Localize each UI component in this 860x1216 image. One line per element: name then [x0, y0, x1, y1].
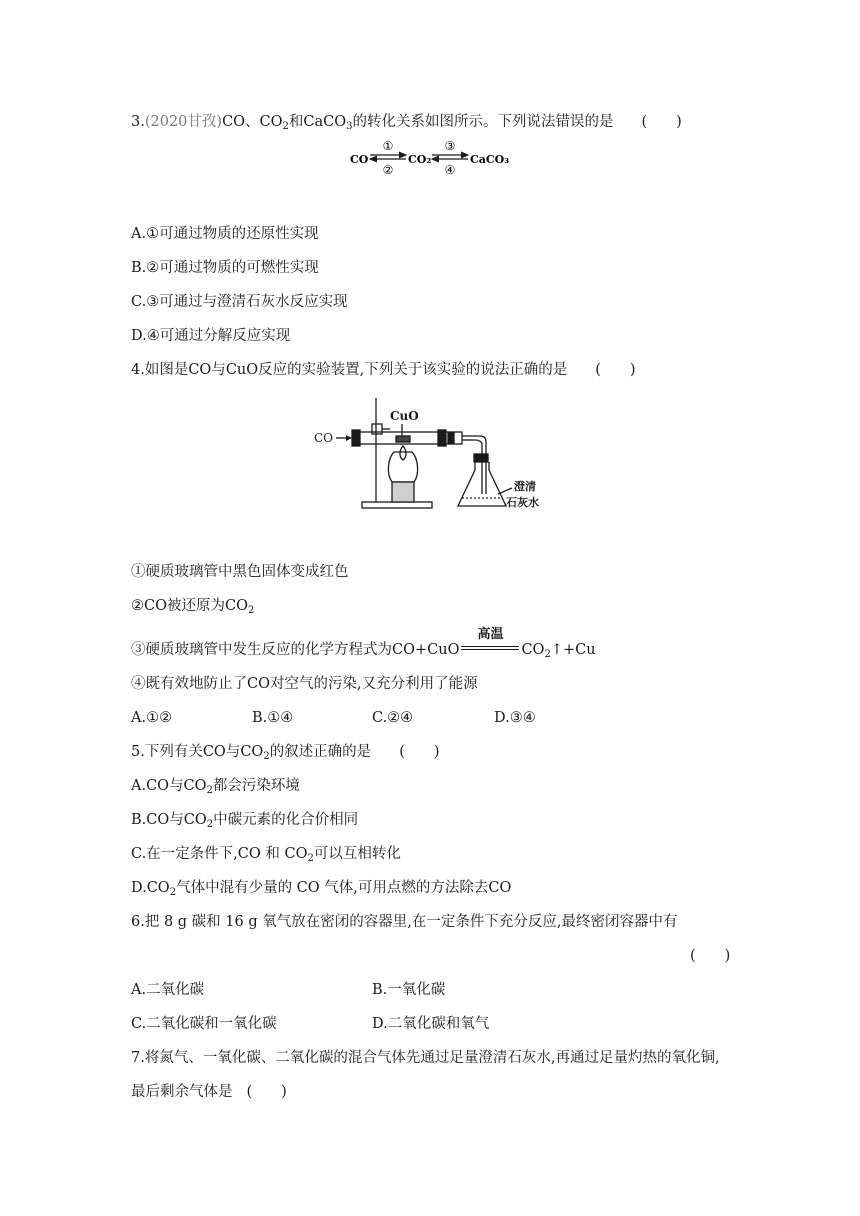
answer-paren: ( ): [690, 948, 731, 964]
q3-number: 3.: [131, 114, 145, 130]
apparatus-co-label: CO: [314, 431, 334, 445]
q6-option-b: B.一氧化碳: [372, 982, 446, 998]
flask-stopper: [474, 454, 488, 462]
q5-option-c: C.在一定条件下,CO 和 $CO_2$可以互相转化: [131, 846, 401, 864]
q4-option-d: D.③④: [494, 710, 536, 726]
mark-1: ①: [382, 139, 394, 153]
limewater-label-1: 澄清: [514, 480, 536, 493]
mark-4: ④: [444, 163, 456, 177]
q7-stem-line-2: 最后剩余气体是 ( ): [131, 1084, 287, 1100]
q5-option-a: A.CO与$CO_2$都会污染环境: [131, 778, 300, 796]
diagram-co2: CO₂: [408, 153, 432, 166]
q7-stem-line-1: 7.将氮气、一氧化碳、二氧化碳的混合气体先通过足量澄清石灰水,再通过足量灼热的氧化铜,: [131, 1050, 720, 1066]
lamp-block: [392, 482, 414, 502]
q4-stem: 4.如图是CO与CuO反应的实验装置,下列关于该实验的说法正确的是 ( ): [131, 362, 636, 378]
reaction-condition: 高温: [459, 640, 521, 660]
q4-statement-2: ②CO被还原为$CO_2$: [131, 598, 255, 616]
diagram-co: CO: [350, 153, 369, 166]
answer-paren: ( ): [246, 1084, 287, 1100]
q6-option-d: D.二氧化碳和氧气: [372, 1016, 490, 1032]
q3-stem: 3.(2020甘孜)CO、$CO_2$和CaCO$_3$的转化关系如图所示。下列说法错误的是 ( ): [131, 114, 682, 132]
q4-statement-3: ③硬质玻璃管中发生反应的化学方程式为CO+CuO 高温 $CO_2↑+Cu$: [131, 627, 596, 660]
q5-stem: 5.下列有关CO与$CO_2$的叙述正确的是 ( ): [131, 744, 440, 762]
stopper-left: [352, 430, 360, 446]
co-co2-caco3-diagram: [340, 136, 540, 186]
q3-option-a: A.①可通过物质的还原性实现: [131, 226, 319, 242]
q3-option-d: D.④可通过分解反应实现: [131, 328, 291, 344]
stand-base: [362, 502, 432, 508]
q5-option-b: B.CO与$CO_2$中碳元素的化合价相同: [131, 812, 359, 830]
q4-statement-4: ④既有效地防止了CO对空气的污染,又充分利用了能源: [131, 676, 478, 692]
q3-option-c: C.③可通过与澄清石灰水反应实现: [131, 294, 348, 310]
q5-option-d: $D.CO_2$气体中混有少量的 CO 气体,可用点燃的方法除去CO: [131, 880, 512, 898]
q6-option-c: C.二氧化碳和一氧化碳: [131, 1016, 277, 1032]
answer-paren: ( ): [595, 362, 636, 378]
flame: [400, 446, 406, 460]
q4-option-b: B.①④: [252, 710, 294, 726]
answer-paren: ( ): [399, 744, 440, 760]
alcohol-lamp: [388, 452, 417, 482]
q4-statement-1: ①硬质玻璃管中黑色固体变成红色: [131, 564, 349, 580]
diagram-caco3: CaCO₃: [470, 153, 510, 166]
q6-option-a: A.二氧化碳: [131, 982, 205, 998]
answer-paren: ( ): [641, 114, 682, 130]
mark-2: ②: [382, 163, 394, 177]
q6-stem: 6.把 8 g 碳和 16 g 氧气放在密闭的容器里,在一定条件下充分反应,最终密闭容器中有: [131, 914, 678, 930]
q3-option-b: B.②可通过物质的可燃性实现: [131, 260, 319, 276]
mark-3: ③: [444, 139, 456, 153]
co-cuo-apparatus: [312, 394, 552, 522]
apparatus-cuo-label: CuO: [390, 409, 419, 423]
q4-option-c: C.②④: [372, 710, 414, 726]
q4-option-a: A.①②: [131, 710, 173, 726]
limewater-label-2: 石灰水: [506, 496, 539, 509]
stopper-right: [438, 430, 446, 446]
q3-source: (2020甘孜): [144, 114, 223, 130]
